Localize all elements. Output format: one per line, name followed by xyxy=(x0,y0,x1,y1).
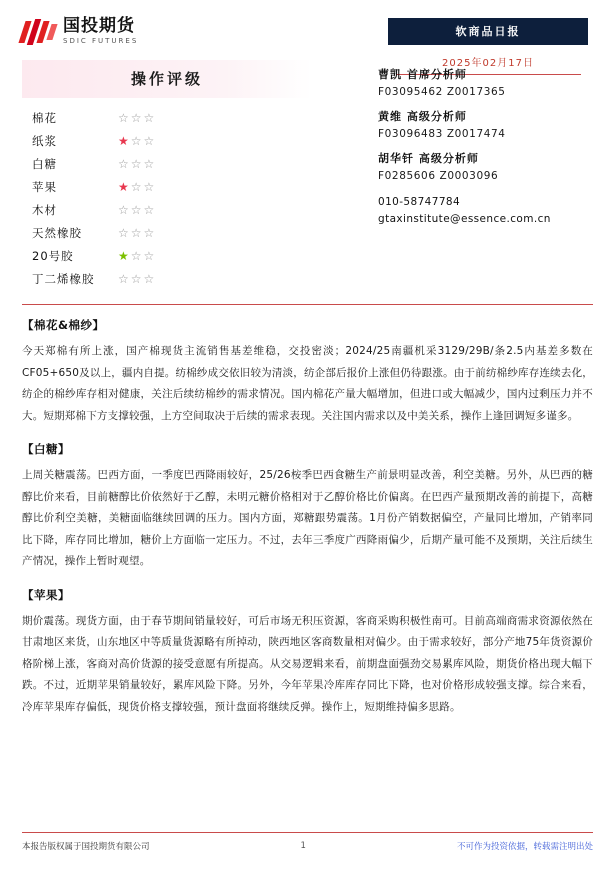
rating-row xyxy=(32,221,312,244)
star-filled-icon: ★ xyxy=(118,179,131,194)
rating-stars xyxy=(118,135,156,147)
contact-phone: 010-58747784 xyxy=(378,196,461,208)
rating-stars xyxy=(118,112,156,124)
page-footer xyxy=(22,832,593,852)
rating-stars xyxy=(118,204,156,216)
ratings-title: 操作评级 xyxy=(22,60,312,98)
analyst-block xyxy=(378,150,593,182)
rating-commodity-name: 木材 xyxy=(32,202,57,217)
ratings-list xyxy=(22,106,312,290)
rating-stars xyxy=(118,227,156,239)
star-empty-icon: ☆ xyxy=(130,133,144,148)
analysts-panel xyxy=(378,60,593,290)
article-body: 今天郑棉有所上涨，国产棉现货主流销售基差维稳，交投密淡；2024/25南疆机采3129/29B/条2.5内基差多数在CF05+650及以上，疆内自提。纺棉纱成交依旧较为清淡，纺企部后报价上涨但仍待跟涨。由于前纺棉纱库存连续去化，纺企的棉纱库存相对健康，关注后续纺棉纱的需求情况。国内棉花产量大幅增加，但进口或大幅减少，国内过剩压力并不大。短期郑棉下方支撑较强，上方空间取决于后续的需求表现。关注国内需求以及中美关系，操作上逢回调短多谨多。 xyxy=(22,345,593,422)
contact-email[interactable]: gtaxinstitute@essence.com.cn xyxy=(378,213,551,225)
page-header xyxy=(22,0,593,69)
top-section xyxy=(22,60,593,290)
ratings-card xyxy=(22,60,312,290)
analyst-license-code: F03095462 Z0017365 xyxy=(378,86,506,98)
star-empty-icon: ☆ xyxy=(143,271,157,286)
articles-section xyxy=(22,317,593,718)
article-title: 【白糖】 xyxy=(22,442,70,457)
article-title: 【苹果】 xyxy=(22,587,70,602)
report-type-badge: 软商品日报 xyxy=(388,18,588,45)
rating-row xyxy=(32,106,312,129)
rating-stars xyxy=(118,273,156,285)
brand-name-en: SDIC FUTURES xyxy=(63,36,139,45)
star-empty-icon: ☆ xyxy=(118,202,131,217)
star-empty-icon: ☆ xyxy=(130,202,144,217)
rating-commodity-name: 棉花 xyxy=(32,110,57,125)
analyst-block xyxy=(378,108,593,140)
rating-commodity-name: 20号胶 xyxy=(32,248,74,263)
star-empty-icon: ☆ xyxy=(130,248,144,263)
analyst-name: 黄维 高级分析师 xyxy=(378,110,467,123)
rating-commodity-name: 天然橡胶 xyxy=(32,225,82,240)
rating-stars xyxy=(118,158,156,170)
header-divider xyxy=(22,304,593,305)
report-date: 2025年02月17日 xyxy=(396,54,581,75)
article xyxy=(22,317,593,427)
rating-row xyxy=(32,198,312,221)
star-empty-icon: ☆ xyxy=(143,133,157,148)
star-empty-icon: ☆ xyxy=(130,110,144,125)
analyst-license-code: F0285606 Z0003096 xyxy=(378,170,499,182)
star-empty-icon: ☆ xyxy=(143,202,157,217)
logo-icon xyxy=(22,19,56,45)
analyst-block xyxy=(378,66,593,98)
star-empty-icon: ☆ xyxy=(118,156,131,171)
rating-row xyxy=(32,244,312,267)
star-empty-icon: ☆ xyxy=(143,156,157,171)
rating-commodity-name: 白糖 xyxy=(32,156,57,171)
star-empty-icon: ☆ xyxy=(118,271,131,286)
star-filled-icon: ★ xyxy=(118,248,131,263)
brand-name-cn: 国投期货 xyxy=(63,16,135,36)
brand-logo xyxy=(22,18,138,45)
analyst-list xyxy=(378,66,593,182)
analyst-name: 曹凯 首席分析师 xyxy=(378,68,467,81)
star-empty-icon: ☆ xyxy=(130,179,144,194)
star-empty-icon: ☆ xyxy=(118,110,131,125)
rating-stars xyxy=(118,250,156,262)
rating-row xyxy=(32,175,312,198)
contact-block xyxy=(378,196,593,225)
footer-divider xyxy=(22,832,593,833)
footer-disclaimer: 不可作为投资依据，转载需注明出处 xyxy=(456,842,593,852)
rating-commodity-name: 纸浆 xyxy=(32,133,57,148)
rating-stars xyxy=(118,181,156,193)
star-empty-icon: ☆ xyxy=(143,248,157,263)
rating-row xyxy=(32,267,312,290)
star-empty-icon: ☆ xyxy=(118,225,131,240)
star-empty-icon: ☆ xyxy=(143,179,157,194)
rating-row xyxy=(32,129,312,152)
rating-commodity-name: 丁二烯橡胶 xyxy=(32,271,95,286)
star-filled-icon: ★ xyxy=(118,133,131,148)
star-empty-icon: ☆ xyxy=(130,225,144,240)
star-empty-icon: ☆ xyxy=(143,110,157,125)
article xyxy=(22,587,593,719)
star-empty-icon: ☆ xyxy=(143,225,157,240)
article xyxy=(22,441,593,573)
brand-text xyxy=(63,18,138,45)
footer-copyright: 本报告版权属于国投期货有限公司 xyxy=(22,842,150,852)
star-empty-icon: ☆ xyxy=(130,271,144,286)
article-body: 期价震荡。现货方面，由于春节期间销量较好，可后市场无积压资源，客商采购积极性南可。目前高端商需求资源依然在甘肃地区来货，山东地区中等质量货源略有所掉动，陕西地区客商数量相对偏少。由于需求较好，部分产地75年货资源价格阶梯上涨，客商对高价货源的接受意愿有所提高。从交易逻辑来看，前期盘面强劲交易累库风险，期货价格出现大幅下跌。不过，近期苹果销量较好，累库风险下降。另外，今年苹果冷库库存同比下降，也对价格形成较强支撑。综合来看，冷库苹果库存偏低，现货价格支撑较强，预计盘面将继续反弹。操作上，短期维持偏多思路。 xyxy=(22,614,593,713)
analyst-name: 胡华钎 高级分析师 xyxy=(378,152,479,165)
rating-row xyxy=(32,152,312,175)
article-title: 【棉花&棉纱】 xyxy=(22,318,105,332)
article-body: 上周关糖震荡。巴西方面，一季度巴西降雨较好，25/26桉季巴西食糖生产前景明显改善，利空美糖。另外，从巴西的糖醇比价来看，目前糖醇比价依然好于乙醇，未明元糖价格相对于乙醇价格比价偏离。在巴西产量预期改善的前提下，高糖醇比价利空美糖，美糖面临继续回调的压力。国内方面，郑糖跟势震荡。1月份产销数据偏空，产量同比增加，产销率同比下降，库存同比增加，糖价上方面临一定压力。不过，去年三季度广西降雨偏少，后期产量可能不及预期，关注后续生产情况，操作上暂时观望。 xyxy=(22,469,593,568)
analyst-license-code: F03096483 Z0017474 xyxy=(378,128,506,140)
footer-page-number: 1 xyxy=(300,841,306,851)
star-empty-icon: ☆ xyxy=(130,156,144,171)
rating-commodity-name: 苹果 xyxy=(32,179,57,194)
